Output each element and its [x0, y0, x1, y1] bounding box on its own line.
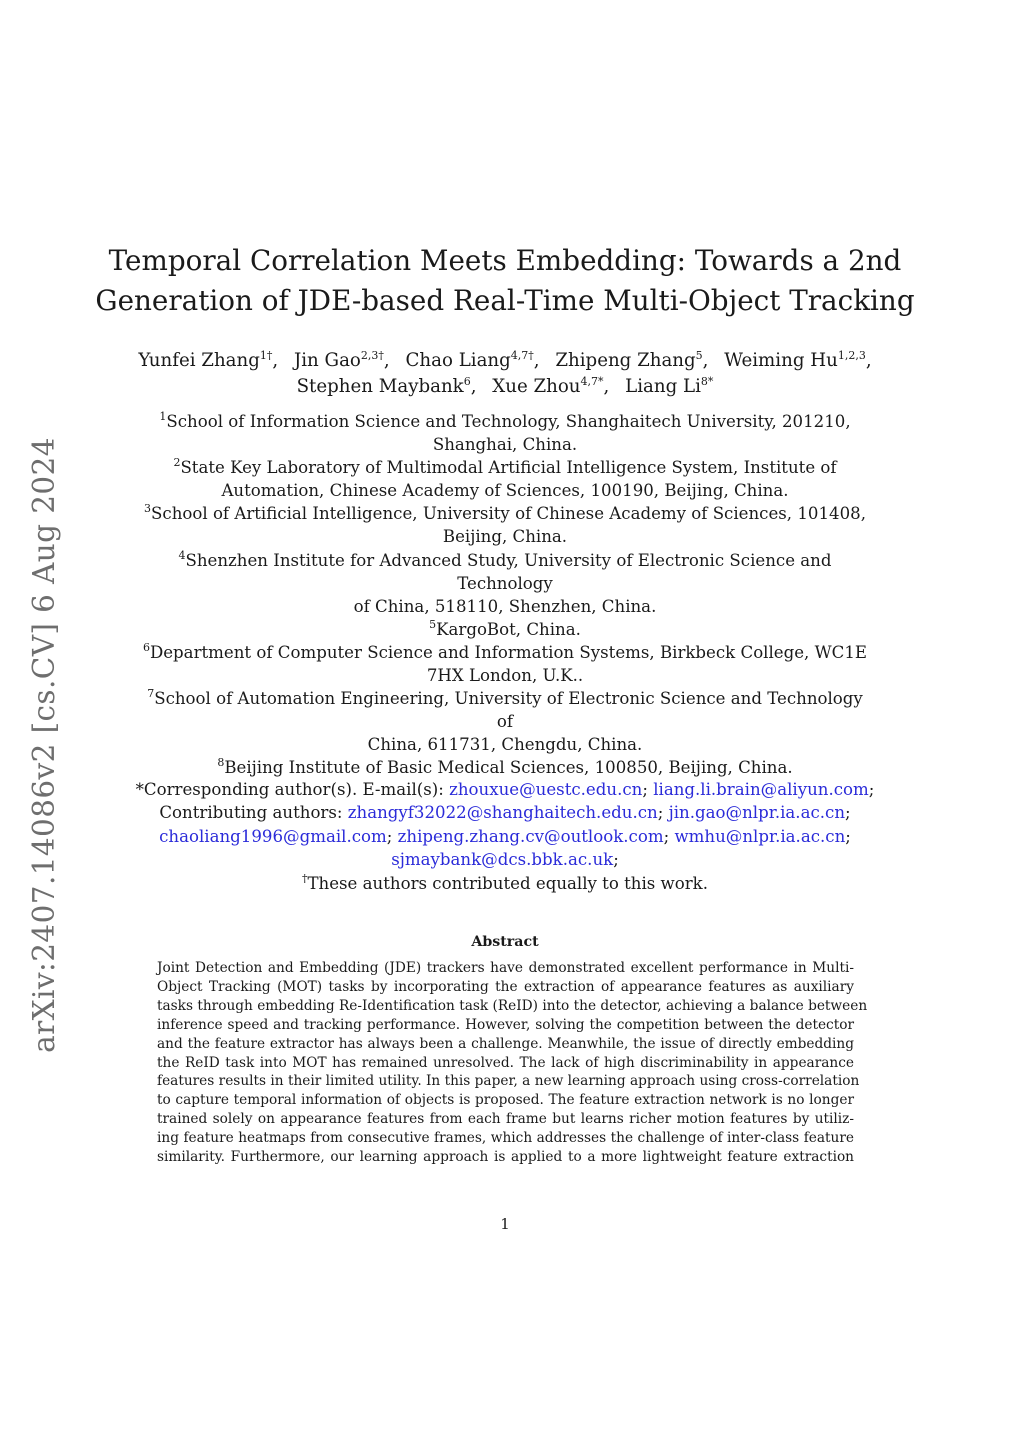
author-separator: , [533, 350, 540, 371]
author-separator: , [470, 376, 477, 397]
separator: ; [642, 780, 648, 799]
author-separator: , [383, 350, 390, 371]
arxiv-identifier-watermark: arXiv:2407.14086v2 [cs.CV] 6 Aug 2024 [27, 437, 61, 1053]
email-link[interactable]: sjmaybank@dcs.bbk.ac.uk [391, 850, 614, 870]
abstract-line: Joint Detection and Embedding (JDE) trackers have demonstrated excellent performance in Multi- [157, 960, 854, 976]
affiliation-number: 3 [144, 502, 152, 516]
affiliation [140, 549, 870, 618]
author [724, 350, 871, 371]
affiliation-number: 6 [142, 640, 150, 654]
author-name: Stephen Maybank [296, 376, 464, 397]
affiliation-line: School of Artificial Intelligence, University of Chinese Academy of Sciences, 101408, [151, 504, 866, 524]
page-number: 1 [500, 1215, 510, 1233]
paper-title [0, 241, 1010, 321]
abstract-line: features results in their limited utility. In this paper, a new learning approach using cross-correlation [157, 1073, 860, 1090]
affiliation-number: 8 [217, 756, 225, 770]
author [555, 350, 708, 371]
author-separator: , [865, 350, 872, 371]
separator: ; [386, 826, 393, 846]
affiliation-line: State Key Laboratory of Multimodal Artificial Intelligence System, Institute of [180, 458, 837, 478]
dagger-mark: † [301, 871, 308, 885]
contributing-line [130, 801, 880, 824]
email-link[interactable]: zhouxue@uestc.edu.cn [449, 780, 643, 799]
author [138, 350, 278, 371]
email-link[interactable]: jin.gao@nlpr.ia.ac.cn [668, 803, 846, 823]
author [294, 350, 390, 371]
affiliation-number: 7 [147, 687, 155, 701]
separator: ; [613, 850, 619, 870]
separator: ; [657, 803, 664, 823]
equal-contribution-text: These authors contributed equally to this work. [307, 873, 709, 893]
abstract-line: Object Tracking (MOT) tasks by incorporating the extraction of appearance features as auxiliary [157, 978, 854, 995]
affiliation-line: Beijing Institute of Basic Medical Sciences, 100850, Beijing, China. [224, 758, 793, 778]
abstract-line: the ReID task into MOT has remained unresolved. The lack of high discriminability in appearance [157, 1054, 854, 1071]
separator: ; [845, 803, 851, 823]
author-affiliation-marker: 1,2,3 [837, 349, 866, 362]
abstract-line: similarity. Furthermore, our learning approach is applied to a more lightweight feature extraction [157, 1149, 854, 1166]
separator: ; [663, 826, 670, 846]
email-link[interactable]: zhipeng.zhang.cv@outlook.com [397, 826, 664, 846]
author-affiliation-marker: 1† [259, 349, 273, 362]
author-separator: , [603, 376, 610, 397]
affiliation-line: Shanghai, China. [432, 435, 578, 455]
title-line: Generation of JDE-based Real-Time Multi-Object Tracking [95, 284, 915, 317]
author-name: Yunfei Zhang [138, 350, 260, 371]
abstract-line: tasks through embedding Re-Identification task (ReID) into the detector, achieving a balance between [157, 997, 868, 1014]
title-line: Temporal Correlation Meets Embedding: Towards a 2nd [108, 244, 902, 277]
author-name: Chao Liang [405, 350, 511, 371]
affiliation-number: 2 [173, 456, 181, 470]
affiliation [140, 410, 870, 456]
author [492, 376, 609, 397]
affiliation-list [140, 410, 870, 780]
abstract-line: and the feature extractor has always been a challenge. Meanwhile, the issue of directly embedding [157, 1035, 854, 1052]
separator: ; [845, 826, 851, 846]
author-affiliation-marker: 6 [463, 375, 471, 388]
author-affiliation-marker: 4,7* [580, 375, 604, 388]
affiliation [140, 618, 870, 641]
contributing-label: Contributing authors: [159, 803, 343, 823]
abstract-line: inference speed and tracking performance. However, solving the competition between the detector [157, 1016, 854, 1033]
affiliation [140, 502, 870, 548]
affiliation-line: School of Automation Engineering, University of Electronic Science and Technology of [154, 689, 863, 732]
affiliation-line: China, 611731, Chengdu, China. [367, 735, 643, 755]
abstract-body [157, 959, 868, 1167]
affiliation-line: of China, 518110, Shenzhen, China. [353, 596, 657, 616]
author-name: Zhipeng Zhang [555, 350, 696, 371]
affiliation [140, 641, 870, 687]
corresponding-label: *Corresponding author(s). E-mail(s): [135, 780, 444, 799]
author-affiliation-marker: 8* [700, 375, 714, 388]
abstract-line: trained solely on appearance features from each frame but learns richer motion features by utiliz- [157, 1111, 854, 1128]
author-name: Liang Li [625, 376, 701, 397]
abstract-line: to capture temporal information of objects is proposed. The feature extraction network is no longer [157, 1092, 854, 1109]
affiliation [140, 756, 870, 779]
author-name: Jin Gao [293, 350, 361, 371]
email-link[interactable]: chaoliang1996@gmail.com [159, 826, 387, 846]
affiliation-line: Department of Computer Science and Information Systems, Birkbeck College, WC1E [149, 642, 868, 662]
author [297, 376, 477, 397]
author-separator: , [272, 350, 279, 371]
affiliation-line: Shenzhen Institute for Advanced Study, University of Electronic Science and Technology [185, 550, 832, 593]
affiliation-line: Automation, Chinese Academy of Sciences, 100190, Beijing, China. [221, 481, 789, 501]
author-affiliation-marker: 5 [695, 349, 703, 362]
author [405, 350, 539, 371]
email-link[interactable]: liang.li.brain@aliyun.com [653, 780, 869, 799]
author-affiliation-marker: 4,7† [510, 349, 534, 362]
affiliation-line: Beijing, China. [442, 527, 568, 547]
author-name: Xue Zhou [492, 376, 581, 397]
affiliation-number: 4 [178, 548, 186, 562]
contact-block [130, 778, 880, 895]
affiliation-line: KargoBot, China. [436, 619, 581, 639]
affiliation-number: 5 [429, 617, 437, 631]
contributing-line [130, 825, 880, 848]
author [625, 376, 713, 397]
author-name: Weiming Hu [724, 350, 838, 371]
affiliation-line: School of Information Science and Technology, Shanghaitech University, 201210, [166, 412, 851, 431]
corresponding-line [130, 778, 880, 801]
affiliation-number: 1 [159, 410, 167, 423]
email-link[interactable]: wmhu@nlpr.ia.ac.cn [674, 826, 846, 846]
separator: ; [868, 780, 875, 799]
author-separator: , [702, 350, 709, 371]
author-affiliation-marker: 2,3† [360, 349, 384, 362]
affiliation [140, 687, 870, 756]
abstract-line: ing feature heatmaps from consecutive frames, which addresses the challenge of inter-class feature [157, 1130, 854, 1147]
author-list [0, 348, 1010, 400]
abstract-heading: Abstract [471, 934, 539, 950]
contributing-line [130, 848, 880, 871]
affiliation-line: 7HX London, U.K.. [426, 666, 584, 686]
email-link[interactable]: zhangyf32022@shanghaitech.edu.cn [347, 803, 658, 823]
equal-contribution-note [130, 872, 880, 895]
affiliation [140, 456, 870, 502]
